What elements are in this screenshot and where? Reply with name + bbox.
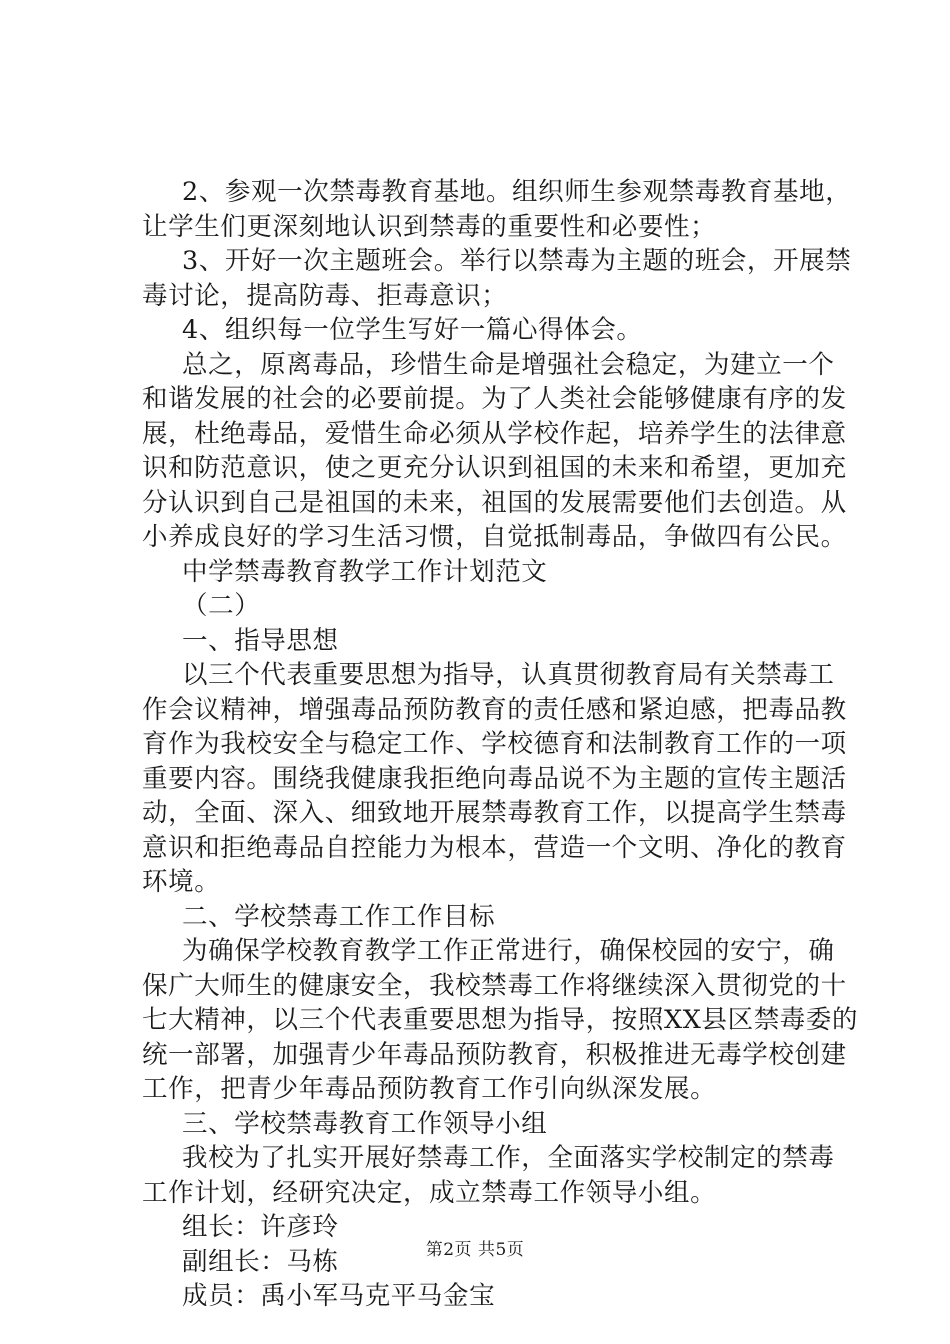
text-line: 我校为了扎实开展好禁毒工作，全面落实学校制定的禁毒 [182, 1143, 835, 1173]
text-line: 让学生们更深刻地认识到禁毒的重要性和必要性； [142, 211, 717, 242]
text-line: 以三个代表重要思想为指导，认真贯彻教育局有关禁毒工 [182, 660, 835, 690]
text-line: 动，全面、深入、细致地开展禁毒教育工作，以提高学生禁毒 [142, 798, 847, 828]
text-line: 工作，把青少年毒品预防教育工作引向纵深发展。 [142, 1074, 717, 1104]
text-line: 分认识到自己是祖国的未来，祖国的发展需要他们去创造。从 [142, 487, 847, 518]
text-line: 二、学校禁毒工作工作目标 [182, 901, 496, 932]
text-line: 重要内容。围绕我健康我拒绝向毒品说不为主题的宣传主题活 [142, 763, 847, 794]
text-line: 保广大师生的健康安全，我校禁毒工作将继续深入贯彻党的十 [142, 970, 847, 1001]
text-line: 2、参观一次禁毒教育基地。组织师生参观禁毒教育基地， [182, 177, 852, 207]
text-line: 毒讨论，提高防毒、拒毒意识； [142, 280, 508, 311]
text-line: 4、组织每一位学生写好一篇心得体会。 [182, 315, 643, 345]
text-line: 七大精神，以三个代表重要思想为指导，按照XX县区禁毒委的 [142, 1005, 859, 1035]
text-line: 和谐发展的社会的必要前提。为了人类社会能够健康有序的发 [142, 384, 847, 414]
text-line: 展，杜绝毒品，爱惜生命必须从学校作起，培养学生的法律意 [142, 418, 847, 449]
text-line: 一、指导思想 [182, 625, 339, 656]
text-line: 副组长：马栋 [182, 1246, 339, 1277]
text-line: 意识和拒绝毒品自控能力为根本，营造一个文明、净化的教育 [142, 832, 847, 863]
document-body [142, 175, 859, 1314]
text-line: 组长：许彦玲 [182, 1212, 339, 1242]
text-line: 三、学校禁毒教育工作领导小组 [182, 1108, 548, 1139]
text-line: 环境。 [142, 867, 221, 897]
text-line: 中学禁毒教育教学工作计划范文 [182, 556, 548, 587]
text-line: 成员：禹小军马克平马金宝 [182, 1281, 496, 1311]
text-line: 为确保学校教育教学工作正常进行，确保校园的安宁，确 [182, 936, 835, 966]
page-footer: 第2页 共5页 [425, 1240, 525, 1260]
text-line: 总之，原离毒品，珍惜生命是增强社会稳定，为建立一个 [182, 349, 835, 380]
text-line: （二） [182, 591, 261, 621]
text-line: 小养成良好的学习生活习惯，自觉抵制毒品，争做四有公民。 [142, 522, 847, 552]
text-line: 工作计划，经研究决定，成立禁毒工作领导小组。 [142, 1177, 717, 1208]
text-line: 作会议精神，增强毒品预防教育的责任感和紧迫感，把毒品教 [142, 694, 847, 725]
text-line: 3、开好一次主题班会。举行以禁毒为主题的班会，开展禁 [182, 246, 852, 276]
text-line: 识和防范意识，使之更充分认识到祖国的未来和希望，更加充 [142, 453, 847, 483]
text-line: 统一部署，加强青少年毒品预防教育，积极推进无毒学校创建 [142, 1039, 847, 1070]
text-line: 育作为我校安全与稳定工作、学校德育和法制教育工作的一项 [142, 729, 847, 759]
